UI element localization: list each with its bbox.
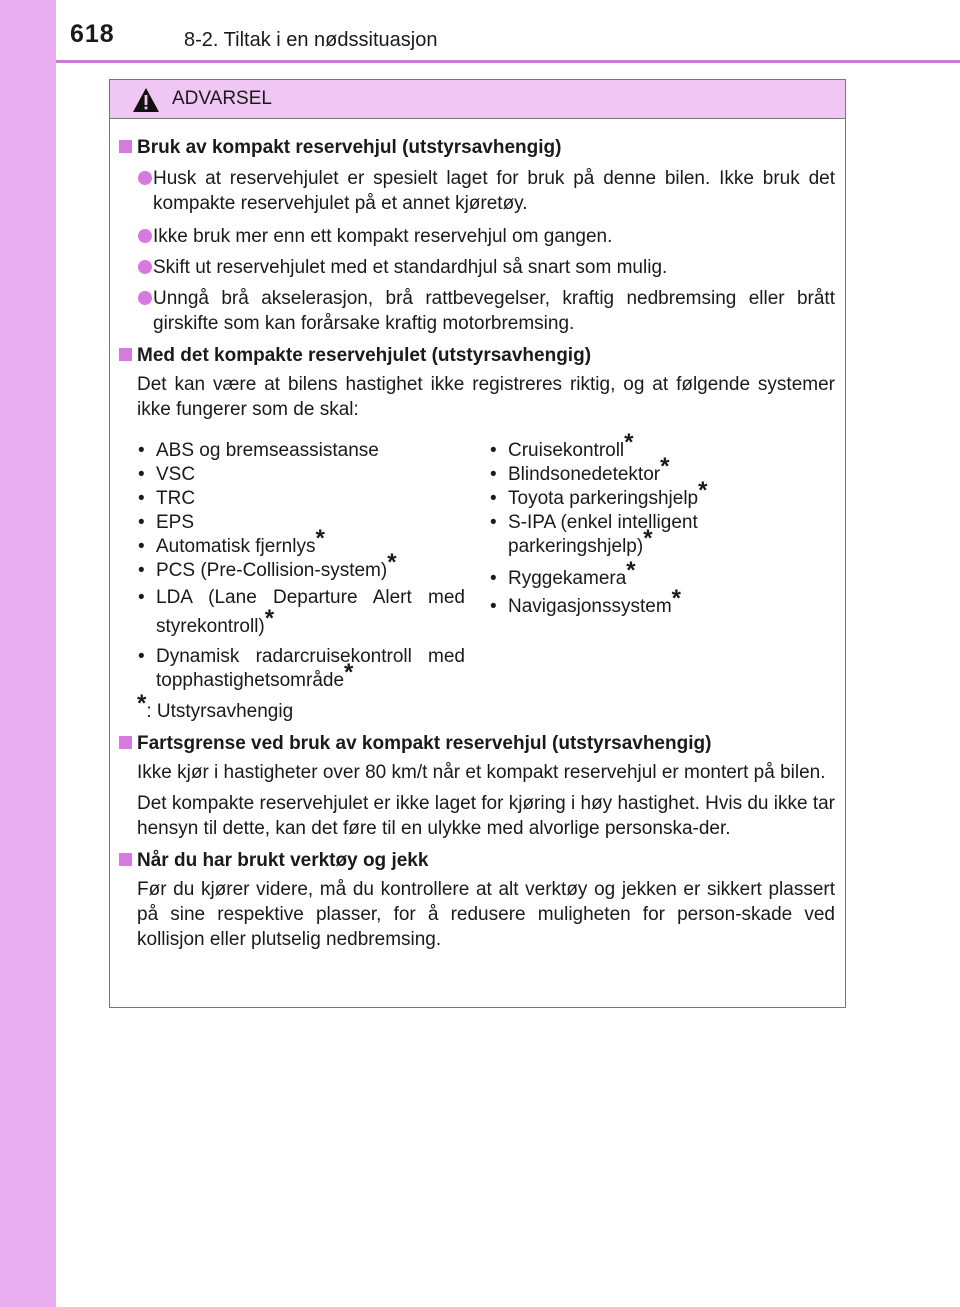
affected-systems-list	[118, 429, 835, 693]
square-bullet-icon	[119, 140, 132, 153]
system-item: • TRC	[138, 488, 196, 509]
section-heading	[118, 343, 835, 368]
system-item: • VSC	[138, 464, 196, 485]
list-item-text: Husk at reservehjulet er spesielt laget for bruk på denne bilen. Ikke bruk det kompakte reservehjulet på et annet kjøretøy.	[153, 168, 835, 214]
side-color-strip	[0, 0, 56, 1307]
paragraph: Det kompakte reservehjulet er ikke laget for kjøring i høy hastighet. Hvis du ikke tar hensyn til dette, kan det føre til en ulykke med alvorlige personska-der.	[137, 793, 836, 839]
warning-title: ADVARSEL	[172, 88, 272, 109]
system-item: • Dynamisk radarcruisekontroll med topphastighetsområde*	[138, 646, 465, 691]
heading-text: Med det kompakte reservehjulet (utstyrsavhengig)	[137, 345, 592, 366]
paragraph: Det kan være at bilens hastighet ikke registreres riktig, og at følgende systemer ikke fungerer som de skal:	[137, 374, 835, 420]
circle-bullet-icon	[138, 171, 152, 185]
footnote-marker: *	[643, 525, 653, 552]
system-item: • EPS	[138, 512, 195, 533]
warning-content	[110, 118, 845, 1007]
section-heading	[118, 135, 835, 160]
square-bullet-icon	[119, 853, 132, 866]
page-number: 618	[70, 20, 115, 48]
list-item-text: Ikke bruk mer enn ett kompakt reservehjul om gangen.	[153, 226, 613, 247]
header-divider	[56, 60, 960, 63]
footnote-marker: *	[137, 690, 147, 717]
list-item	[118, 166, 835, 216]
footnote-marker: *	[344, 659, 354, 686]
section-heading	[118, 848, 835, 873]
heading-text: Når du har brukt verktøy og jekk	[137, 850, 429, 871]
circle-bullet-icon	[138, 260, 152, 274]
paragraph: Ikke kjør i hastigheter over 80 km/t når et kompakt reservehjul er montert på bilen.	[137, 762, 826, 783]
footnote-marker: *	[387, 549, 397, 576]
system-item: • Ryggekamera*	[490, 557, 636, 589]
section-heading	[118, 731, 835, 756]
system-item: • LDA (Lane Departure Alert med styrekontroll)*	[138, 587, 465, 637]
heading-text: Fartsgrense ved bruk av kompakt reservehjul (utstyrsavhengig)	[137, 733, 712, 754]
square-bullet-icon	[119, 736, 132, 749]
paragraph: Før du kjører videre, må du kontrollere at alt verktøy og jekken er sikkert plassert på sine respektive plasser, for å redusere muligheten for person-skade ved kollisjon eller plutselig nedbremsing.	[137, 879, 835, 950]
list-item	[118, 224, 835, 249]
footnote-marker: *	[698, 477, 708, 504]
footnote-text: : Utstyrsavhengig	[146, 701, 294, 722]
circle-bullet-icon	[138, 291, 152, 305]
system-item: • Blindsonedetektor*	[490, 453, 670, 485]
footnote	[118, 690, 835, 724]
system-item: • Cruisekontroll*	[490, 429, 634, 461]
system-item: • PCS (Pre-Collision-system)*	[138, 549, 397, 581]
list-item-text: Skift ut reservehjulet med et standardhjul så snart som mulig.	[153, 257, 668, 278]
warning-triangle-icon	[132, 87, 160, 113]
list-item	[118, 255, 835, 280]
square-bullet-icon	[119, 348, 132, 361]
heading-text: Bruk av kompakt reservehjul (utstyrsavhengig)	[137, 137, 562, 158]
system-item: • Toyota parkeringshjelp*	[490, 477, 708, 509]
list-item-text: Unngå brå akselerasjon, brå rattbevegelser, kraftig nedbremsing eller brått girskifte som kan forårsake kraftig motorbremsing.	[153, 288, 835, 334]
footnote-marker: *	[660, 453, 670, 480]
section-title: 8-2. Tiltak i en nødssituasjon	[184, 29, 438, 51]
warning-header	[110, 80, 845, 119]
footnote-marker: *	[626, 557, 636, 584]
list-item	[118, 286, 835, 336]
footnote-marker: *	[315, 525, 325, 552]
warning-box	[109, 79, 846, 1008]
footnote-marker: *	[624, 429, 634, 456]
system-item: • ABS og bremseassistanse	[138, 440, 379, 461]
footnote-marker: *	[264, 605, 275, 632]
system-item: • Automatisk fjernlys*	[138, 525, 325, 557]
system-item: • Navigasjonssystem*	[490, 585, 682, 617]
systems-column-left	[137, 439, 465, 693]
system-item: • S-IPA (enkel intelligent parkeringshjelp)*	[490, 512, 698, 557]
circle-bullet-icon	[138, 229, 152, 243]
footnote-marker: *	[671, 585, 682, 612]
systems-column-right	[489, 429, 829, 693]
